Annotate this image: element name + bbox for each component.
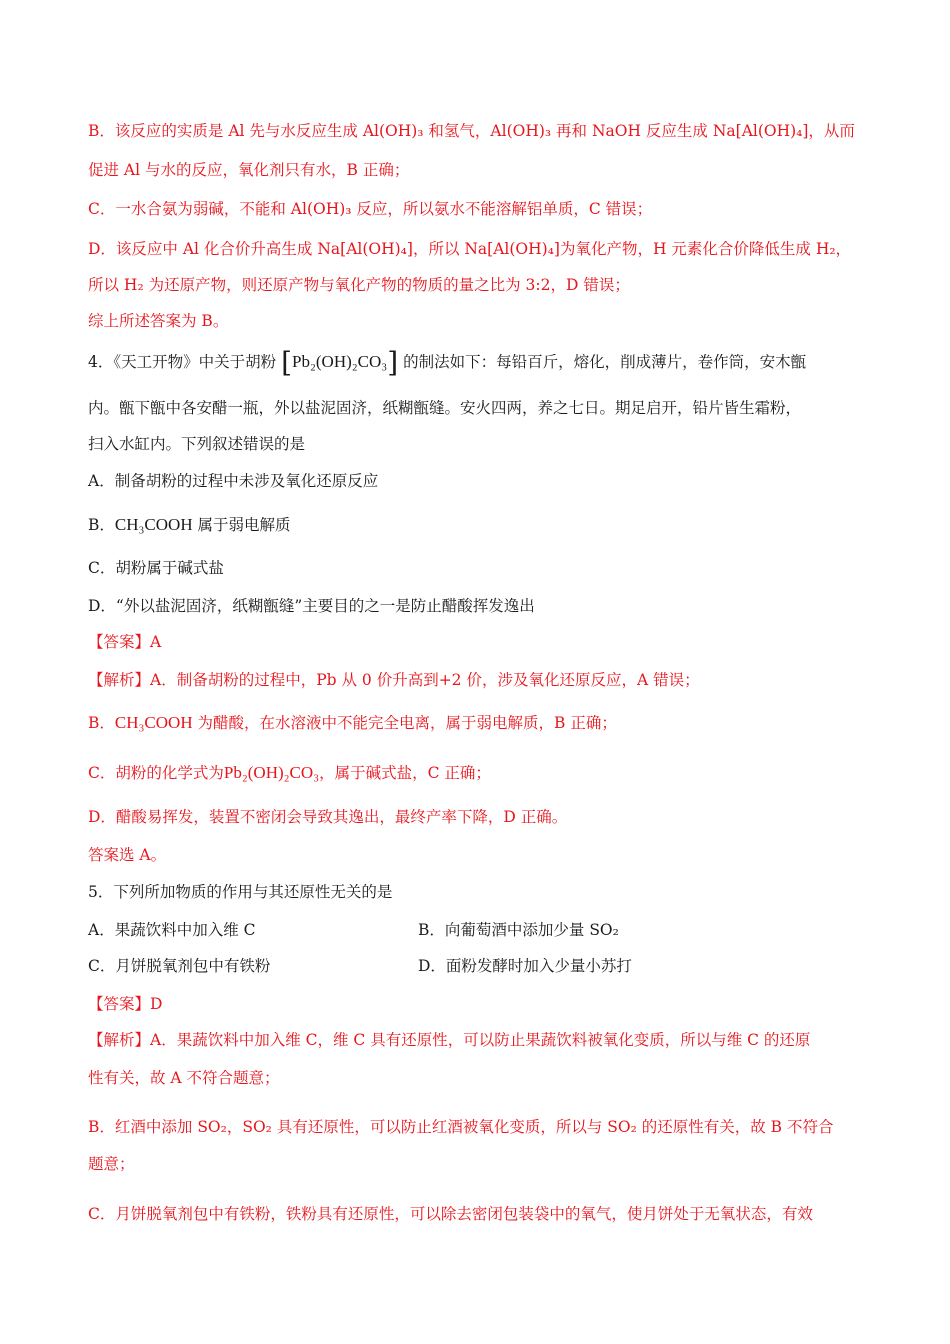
bracket-left: [ [281, 346, 292, 379]
q3-analysis-b-line2: 促进 Al 与水的反应，氧化剂只有水，B 正确； [88, 161, 410, 179]
q4-analysis-c-formula: Pb₂(OH)₂CO₃ [223, 763, 320, 782]
q4-analysis-a: 【解析】A．制备胡粉的过程中，Pb 从 0 价升高到+2 价，涉及氧化还原反应，A 错误； [88, 671, 700, 689]
q4-option-b [88, 514, 870, 536]
q4-analysis-c-suffix: ，属于碱式盐，C 正确； [319, 764, 491, 782]
q5-analysis-b-line2: 题意； [88, 1155, 135, 1173]
q4-stem-line1 [88, 346, 870, 379]
q5-stem: 5．下列所加物质的作用与其还原性无关的是 [88, 883, 393, 901]
q3-analysis-d-line2: 所以 H₂ 为还原产物，则还原产物与氧化产物的物质的量之比为 3:2，D 错误； [88, 276, 630, 294]
q4-analysis-d: D．醋酸易挥发，装置不密闭会导致其逸出，最终产率下降，D 正确。 [88, 808, 568, 826]
q5-options-row2 [88, 955, 870, 977]
q3-analysis-d-line1: D．该反应中 Al 化合价升高生成 Na[Al(OH)₄]，所以 Na[Al(OH)₄]为氧化产物，H 元素化合价降低生成 H₂， [88, 240, 852, 258]
q4-option-d: D．“外以盐泥固济，纸糊甑缝”主要目的之一是防止醋酸挥发逸出 [88, 597, 535, 615]
q4-analysis-b [88, 712, 870, 734]
q4-option-c: C．胡粉属于碱式盐 [88, 559, 224, 577]
q5-options-row1 [88, 919, 870, 941]
q4-stem-line2: 内。甑下甑中各安醋一瓶，外以盐泥固济，纸糊甑缝。安火四两，养之七日。期足启开，铅片皆生霜粉， [88, 399, 802, 417]
q5-analysis-c-line1: C．月饼脱氧剂包中有铁粉，铁粉具有还原性，可以除去密闭包装袋中的氧气，使月饼处于无氧状态，有效 [88, 1205, 813, 1223]
q4-analysis-c-prefix: C．胡粉的化学式为 [88, 764, 224, 782]
q5-option-d: D．面粉发酵时加入少量小苏打 [418, 957, 632, 975]
q5-answer: 【答案】D [88, 995, 163, 1013]
q4-option-b-formula: CH₃COOH [114, 515, 193, 534]
q4-analysis-b-label: B． [88, 714, 115, 732]
q5-analysis-b-line1: B．红酒中添加 SO₂，SO₂ 具有还原性，可以防止红酒被氧化变质，所以与 SO₂ 的还原性有关，故 B 不符合 [88, 1118, 834, 1136]
q4-analysis-c [88, 762, 870, 784]
q4-option-b-label: B． [88, 516, 115, 534]
q4-analysis-b-formula: CH₃COOH [114, 713, 193, 732]
q4-summary: 答案选 A。 [88, 846, 167, 864]
q3-analysis-c: C．一水合氨为弱碱，不能和 Al(OH)₃ 反应，所以氨水不能溶解铝单质，C 错误； [88, 200, 653, 218]
q4-option-a: A．制备胡粉的过程中未涉及氧化还原反应 [88, 472, 379, 490]
q5-option-a: A．果蔬饮料中加入维 C [88, 921, 256, 939]
bracket-right: ] [387, 346, 399, 379]
q3-summary: 综上所述答案为 B。 [88, 312, 229, 330]
q3-analysis-b-line1: B．该反应的实质是 Al 先与水反应生成 Al(OH)₃ 和氢气，Al(OH)₃ 再和 NaOH 反应生成 Na[Al(OH)₄]，从而 [88, 122, 855, 140]
q5-analysis-a-line2: 性有关，故 A 不符合题意； [88, 1069, 280, 1087]
q5-option-c: C．月饼脱氧剂包中有铁粉 [88, 957, 271, 975]
q4-stem-line3: 扫入水缸内。下列叙述错误的是 [88, 435, 306, 453]
q4-option-b-text: 属于弱电解质 [197, 516, 291, 534]
q4-analysis-b-text: 为醋酸，在水溶液中不能完全电离，属于弱电解质，B 正确； [197, 714, 617, 732]
q4-answer: 【答案】A [88, 633, 162, 651]
q4-stem-suffix: 的制法如下：每铅百斤，熔化，削成薄片，卷作筒，安木甑 [403, 353, 807, 371]
q4-stem-prefix: 4．《天工开物》中关于胡粉 [88, 353, 277, 371]
q4-formula: Pb₂(OH)₂CO₃ [292, 352, 388, 371]
q5-analysis-a-line1: 【解析】A．果蔬饮料中加入维 C，维 C 具有还原性，可以防止果蔬饮料被氧化变质，所以与维 C 的还原 [88, 1031, 811, 1049]
q5-option-b: B．向葡萄酒中添加少量 SO₂ [418, 921, 619, 939]
